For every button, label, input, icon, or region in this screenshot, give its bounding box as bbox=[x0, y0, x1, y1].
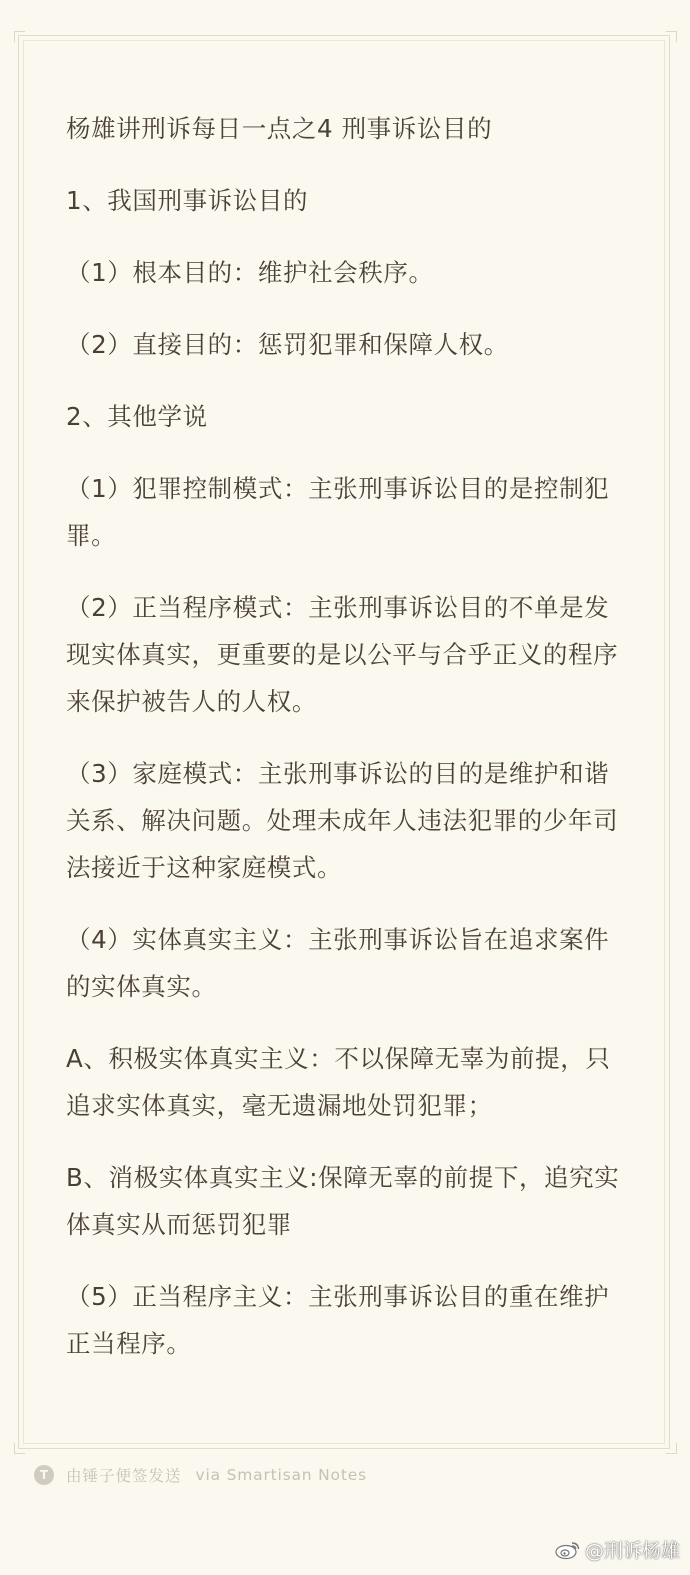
paragraph-fundamental-purpose: （1）根本目的：维护社会秩序。 bbox=[66, 258, 434, 287]
note-title: 杨雄讲刑诉每日一点之4 刑事诉讼目的 bbox=[66, 114, 493, 143]
paragraph-due-process-model: （2）正当程序模式：主张刑事诉讼目的不单是发现实体真实，更重要的是以公平与合乎正义的程序来保护被告人的人权。 bbox=[66, 593, 619, 716]
paragraph-negative-truth: B、消极实体真实主义:保障无辜的前提下，追究实体真实从而惩罚犯罪 bbox=[66, 1163, 620, 1239]
paragraph-family-model: （3）家庭模式：主张刑事诉讼的目的是维护和谐关系、解决问题。处理未成年人违法犯罪的少年司法接近于这种家庭模式。 bbox=[66, 759, 619, 882]
paragraph-substantive-truth: （4）实体真实主义：主张刑事诉讼旨在追求案件的实体真实。 bbox=[66, 925, 610, 1001]
footer bbox=[34, 1463, 367, 1487]
weibo-icon bbox=[555, 1540, 581, 1560]
paragraph-positive-truth: A、积极实体真实主义：不以保障无辜为前提，只追求实体真实，毫无遗漏地处罚犯罪； bbox=[66, 1044, 611, 1120]
paragraph-direct-purpose: （2）直接目的：惩罚犯罪和保障人权。 bbox=[66, 330, 509, 359]
note-content bbox=[66, 105, 626, 1392]
section-heading-2: 2、其他学说 bbox=[66, 402, 208, 431]
smartisan-logo-icon: T bbox=[34, 1465, 54, 1485]
section-heading-1: 1、我国刑事诉讼目的 bbox=[66, 186, 309, 215]
weibo-watermark bbox=[555, 1536, 680, 1563]
footer-label-en: via Smartisan Notes bbox=[195, 1466, 367, 1484]
watermark-text: @刑诉杨雄 bbox=[584, 1540, 680, 1562]
paragraph-due-process-doctrine: （5）正当程序主义：主张刑事诉讼目的重在维护正当程序。 bbox=[66, 1282, 610, 1358]
footer-label-cn: 由锤子便签发送 bbox=[66, 1467, 182, 1485]
paragraph-crime-control-model: （1）犯罪控制模式：主张刑事诉讼目的是控制犯罪。 bbox=[66, 474, 610, 550]
